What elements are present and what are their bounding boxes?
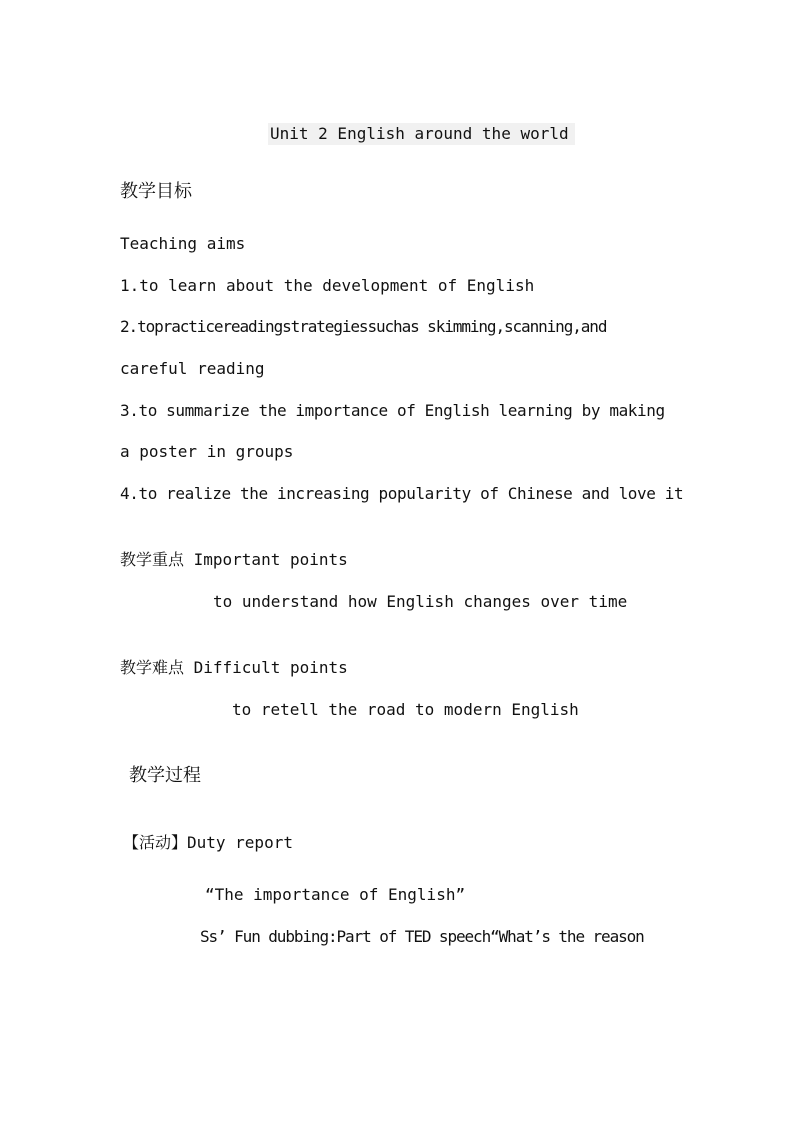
- key-points-heading: 教学重点 Important points: [120, 550, 348, 569]
- aim-item-4: 4.to realize the increasing popularity of Chinese and love it: [120, 484, 684, 503]
- aim-item-3: 3.to summarize the importance of English learning by making: [120, 401, 665, 420]
- key-points-text: to understand how English changes over time: [213, 592, 628, 611]
- teaching-aims-label: Teaching aims: [120, 234, 246, 253]
- aim-item-2: 2.topracticereadingstrategiessuchas skimming,scanning,and: [120, 317, 607, 336]
- difficult-points-heading: 教学难点 Difficult points: [120, 658, 348, 677]
- aim-item-1: 1.to learn about the development of English: [120, 276, 535, 295]
- aim-item-3-continued: a poster in groups: [120, 442, 294, 461]
- aim-item-2-continued: careful reading: [120, 359, 265, 378]
- activity-note: Ss’ Fun dubbing:Part of TED speech“What’s the reason: [200, 927, 644, 946]
- activity-label: 【活动】Duty report: [123, 833, 293, 852]
- process-heading: 教学过程: [129, 765, 201, 786]
- activity-quote: “The importance of English”: [205, 885, 466, 904]
- document-title: Unit 2 English around the world: [268, 123, 575, 145]
- objectives-heading: 教学目标: [120, 181, 192, 202]
- difficult-points-text: to retell the road to modern English: [232, 700, 579, 719]
